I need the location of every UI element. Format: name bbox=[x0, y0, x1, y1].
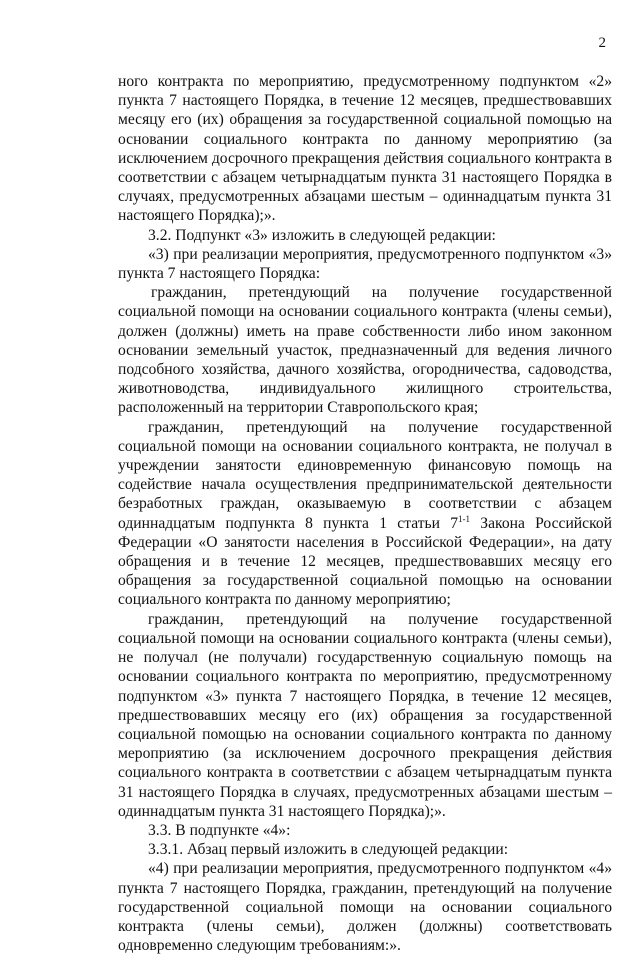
paragraph-subpoint-4: «4) при реализации мероприятия, предусмотренного подпунктом «4» пункта 7 настоящего Порядка, гражданин, претендующий на получение государственной социальной помощи на основании социального контракта (члены семьи), должен (должны) соответствовать одновременно следующим требованиям:». bbox=[118, 860, 612, 955]
paragraph-land-requirement: гражданин, претендующий на получение государственной социальной помощи на основании социального контракта (члены семьи), должен (должны) иметь на праве собственности либо ином законном основании земельный участок, предназначенный для ведения личного подсобного хозяйства, дачного хозяйства, огородничества, садоводства, животноводства, индивидуального жилищного строительства, расположенный на территории Ставропольского края; bbox=[118, 284, 612, 417]
page-number: 2 bbox=[598, 35, 606, 51]
employment-text-end: Закона Российской Федерации «О занятости населения в Российской Федерации», на дату обращения и в течение 12 месяцев, предшествовавших месяцу его обращения за государственной социальной помощью на основании социального контракта по данному мероприятию; bbox=[118, 514, 612, 609]
paragraph-continuation: ного контракта по мероприятию, предусмотренному подпунктом «2» пункта 7 настоящего Порядка, в течение 12 месяцев, предшествовавших месяцу его (их) обращения за государственной социальной помощью на основании социального контракта по данному мероприятию (за исключением досрочного прекращения действия социального контракта в соответствии с абзацем четырнадцатым пункта 31 настоящего Порядка в случаях, предусмотренных абзацами шестым – одиннадцатым пункта 31 настоящего Порядка);». bbox=[118, 73, 612, 225]
paragraph-3-3: 3.3. В подпункте «4»: bbox=[148, 821, 291, 839]
paragraph-3-2: 3.2. Подпункт «3» изложить в следующей редакции: bbox=[148, 226, 496, 244]
paragraph-employment-assistance bbox=[118, 418, 612, 610]
paragraph-3-2-subpoint-3: «3) при реализации мероприятия, предусмотренного подпунктом «3» пункта 7 настоящего Порядка: bbox=[118, 245, 612, 283]
paragraph-3-3-1: 3.3.1. Абзац первый изложить в следующей редакции: bbox=[148, 841, 509, 859]
paragraph-previous-contract: гражданин, претендующий на получение государственной социальной помощи на основании социального контракта (члены семьи), не получал (не получали) государственную социальную помощь на основании социального контракта по мероприятию, предусмотренному подпунктом «3» пункта 7 настоящего Порядка, в течение 12 месяцев, предшествовавших месяцу его (их) обращения за государственной социальной помощью на основании социального контракта по данному мероприятию (за исключением досрочного прекращения действия социального контракта в соответствии с абзацем четырнадцатым пункта 31 настоящего Порядка в случаях, предусмотренных абзацами шестым – одиннадцатым пункта 31 настоящего Порядка);». bbox=[118, 610, 612, 820]
article-superscript: 1-1 bbox=[458, 513, 471, 524]
employment-text-start: гражданин, претендующий на получение государственной социальной помощи на основании социального контракта, не получал в учреждении занятости единовременную финансовую помощь на содействие начала осуществления предпринимательской деятельности безработных граждан, оказываемую в соответствии с абзацем одиннадцатым подпункта 8 пункта 1 статьи 7 bbox=[118, 418, 612, 532]
document-body bbox=[118, 72, 612, 955]
